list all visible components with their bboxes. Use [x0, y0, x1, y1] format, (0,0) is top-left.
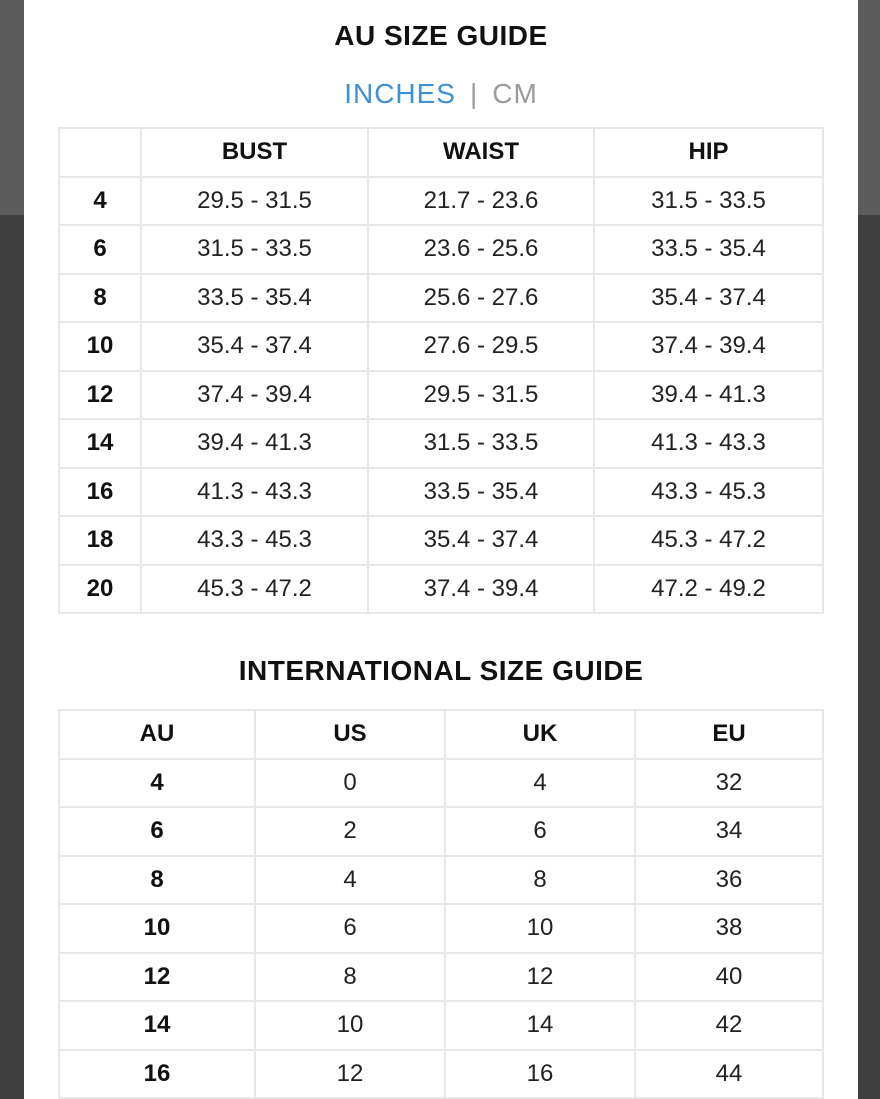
eu-size-cell: 42 — [635, 1001, 823, 1050]
cm-unit-tab[interactable]: CM — [492, 78, 538, 109]
au-size-table — [58, 127, 824, 614]
us-size-cell: 8 — [255, 953, 445, 1002]
size-cell: 8 — [59, 274, 141, 323]
uk-size-cell: 14 — [445, 1001, 635, 1050]
table-row — [59, 953, 823, 1002]
us-size-cell: 12 — [255, 1050, 445, 1099]
size-guide-modal — [24, 0, 858, 1099]
table-row — [59, 807, 823, 856]
waist-cell: 21.7 - 23.6 — [368, 177, 594, 226]
waist-cell: 31.5 - 33.5 — [368, 419, 594, 468]
hip-cell: 39.4 - 41.3 — [594, 371, 823, 420]
hip-cell: 35.4 - 37.4 — [594, 274, 823, 323]
eu-size-cell: 32 — [635, 759, 823, 808]
size-cell: 4 — [59, 177, 141, 226]
hip-cell: 47.2 - 49.2 — [594, 565, 823, 614]
unit-separator: | — [469, 78, 479, 109]
table-row — [59, 177, 823, 226]
waist-cell: 23.6 - 25.6 — [368, 225, 594, 274]
bust-cell: 31.5 - 33.5 — [141, 225, 368, 274]
table-row — [59, 1001, 823, 1050]
background-page-left — [0, 0, 24, 215]
waist-cell: 33.5 - 35.4 — [368, 468, 594, 517]
background-page-right — [856, 0, 880, 215]
au-size-cell: 14 — [59, 1001, 255, 1050]
uk-size-cell: 8 — [445, 856, 635, 905]
eu-size-cell: 36 — [635, 856, 823, 905]
au-size-cell: 12 — [59, 953, 255, 1002]
waist-cell: 35.4 - 37.4 — [368, 516, 594, 565]
inches-unit-tab[interactable]: INCHES — [344, 78, 456, 109]
column-header-eu: EU — [635, 710, 823, 759]
bust-cell: 35.4 - 37.4 — [141, 322, 368, 371]
bust-cell: 45.3 - 47.2 — [141, 565, 368, 614]
hip-cell: 43.3 - 45.3 — [594, 468, 823, 517]
bust-cell: 33.5 - 35.4 — [141, 274, 368, 323]
size-cell: 16 — [59, 468, 141, 517]
table-row — [59, 565, 823, 614]
bust-cell: 43.3 - 45.3 — [141, 516, 368, 565]
column-header-size — [59, 128, 141, 177]
bust-cell: 39.4 - 41.3 — [141, 419, 368, 468]
column-header-bust: BUST — [141, 128, 368, 177]
size-cell: 12 — [59, 371, 141, 420]
table-row — [59, 516, 823, 565]
bust-cell: 29.5 - 31.5 — [141, 177, 368, 226]
table-row — [59, 274, 823, 323]
eu-size-cell: 44 — [635, 1050, 823, 1099]
hip-cell: 45.3 - 47.2 — [594, 516, 823, 565]
column-header-waist: WAIST — [368, 128, 594, 177]
table-header-row — [59, 710, 823, 759]
table-row — [59, 904, 823, 953]
column-header-hip: HIP — [594, 128, 823, 177]
bust-cell: 37.4 - 39.4 — [141, 371, 368, 420]
table-row — [59, 322, 823, 371]
au-size-guide-title: AU SIZE GUIDE — [334, 20, 548, 51]
us-size-cell: 0 — [255, 759, 445, 808]
size-cell: 18 — [59, 516, 141, 565]
uk-size-cell: 6 — [445, 807, 635, 856]
waist-cell: 29.5 - 31.5 — [368, 371, 594, 420]
hip-cell: 37.4 - 39.4 — [594, 322, 823, 371]
hip-cell: 41.3 - 43.3 — [594, 419, 823, 468]
modal-overlay-left[interactable] — [0, 215, 24, 1099]
international-size-table — [58, 709, 824, 1099]
size-cell: 14 — [59, 419, 141, 468]
au-size-cell: 10 — [59, 904, 255, 953]
eu-size-cell: 34 — [635, 807, 823, 856]
size-cell: 20 — [59, 565, 141, 614]
us-size-cell: 4 — [255, 856, 445, 905]
uk-size-cell: 10 — [445, 904, 635, 953]
eu-size-cell: 40 — [635, 953, 823, 1002]
size-cell: 6 — [59, 225, 141, 274]
us-size-cell: 6 — [255, 904, 445, 953]
table-header-row — [59, 128, 823, 177]
hip-cell: 31.5 - 33.5 — [594, 177, 823, 226]
column-header-uk: UK — [445, 710, 635, 759]
table-row — [59, 371, 823, 420]
waist-cell: 25.6 - 27.6 — [368, 274, 594, 323]
us-size-cell: 10 — [255, 1001, 445, 1050]
table-row — [59, 1050, 823, 1099]
uk-size-cell: 4 — [445, 759, 635, 808]
table-row — [59, 856, 823, 905]
size-cell: 10 — [59, 322, 141, 371]
unit-toggle — [24, 78, 858, 110]
au-size-cell: 16 — [59, 1050, 255, 1099]
column-header-us: US — [255, 710, 445, 759]
table-row — [59, 419, 823, 468]
modal-overlay-right[interactable] — [856, 215, 880, 1099]
table-row — [59, 468, 823, 517]
hip-cell: 33.5 - 35.4 — [594, 225, 823, 274]
bust-cell: 41.3 - 43.3 — [141, 468, 368, 517]
table-row — [59, 759, 823, 808]
table-row — [59, 225, 823, 274]
column-header-au: AU — [59, 710, 255, 759]
au-size-cell: 8 — [59, 856, 255, 905]
uk-size-cell: 16 — [445, 1050, 635, 1099]
waist-cell: 37.4 - 39.4 — [368, 565, 594, 614]
waist-cell: 27.6 - 29.5 — [368, 322, 594, 371]
au-size-cell: 4 — [59, 759, 255, 808]
uk-size-cell: 12 — [445, 953, 635, 1002]
au-size-cell: 6 — [59, 807, 255, 856]
eu-size-cell: 38 — [635, 904, 823, 953]
us-size-cell: 2 — [255, 807, 445, 856]
international-size-guide-title: INTERNATIONAL SIZE GUIDE — [238, 655, 644, 686]
